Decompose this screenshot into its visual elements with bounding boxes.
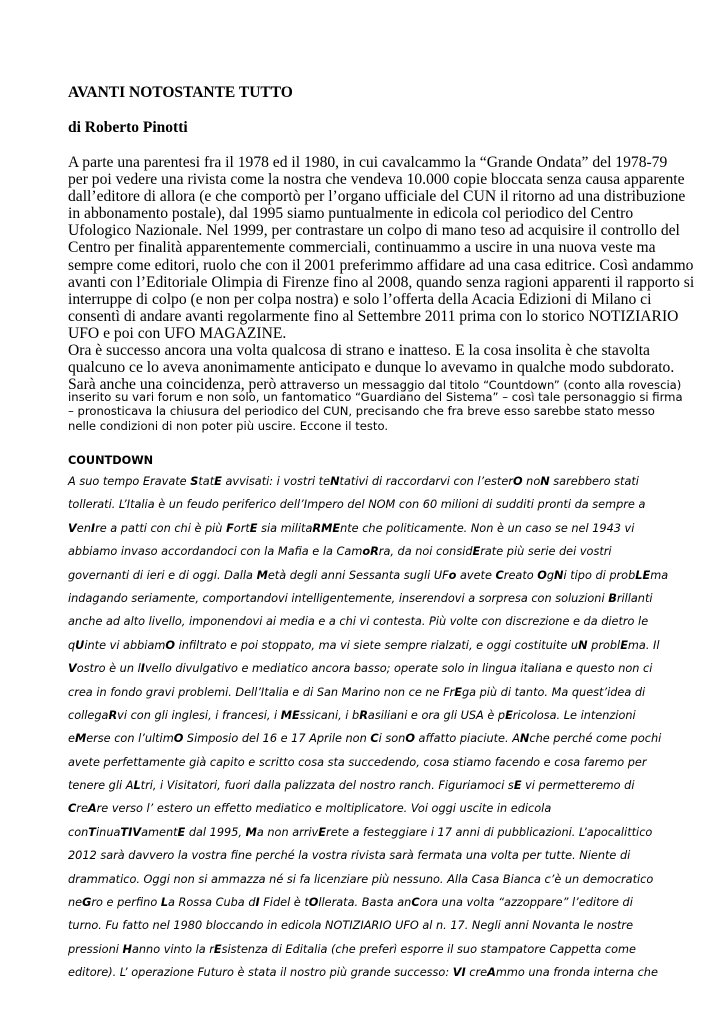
- highlighted-letters: R: [370, 545, 379, 559]
- countdown-line: [68, 942, 688, 965]
- highlighted-letters: G: [82, 896, 92, 910]
- countdown-text: avete: [456, 568, 496, 582]
- countdown-text: rillanti: [616, 591, 653, 605]
- countdown-text: affatto piaciute. A: [414, 732, 520, 746]
- countdown-text: probl: [587, 638, 621, 652]
- message-intro-paragraph: [68, 390, 688, 433]
- countdown-text: a non arriv: [256, 825, 319, 839]
- countdown-text: ma: [650, 568, 669, 582]
- highlighted-letters: O: [537, 568, 547, 582]
- countdown-line: [68, 965, 688, 988]
- countdown-text: Simposio del 16 e 17 Aprile non: [183, 732, 371, 746]
- countdown-text: ssicani, i b: [299, 708, 360, 722]
- text-line: A parte una parentesi fra il 1978 ed il 1980, in cui cavalcammo la “Grande Ondata” del 1978-79: [68, 154, 668, 171]
- countdown-message: [68, 474, 688, 989]
- countdown-heading: COUNTDOWN: [68, 454, 154, 467]
- highlighted-letters: E: [454, 685, 462, 699]
- countdown-text: ga più di tanto. Ma quest’idea di: [461, 685, 646, 699]
- countdown-line: [68, 661, 688, 684]
- countdown-text: 2012 sarà davvero la vostra fine perché la vostra rivista sarà fermata una volta per tutte. Niente di: [68, 849, 631, 863]
- highlighted-letters: O: [405, 732, 415, 746]
- highlighted-letters: A: [87, 802, 97, 816]
- text-line: in abbonamento postale), dal 1995 siamo puntualmente in edicola col periodico del Centro: [68, 205, 634, 223]
- countdown-text: indagando seriamente, comportandovi intelligentemente, inserendovi a sorpresa con soluzioni: [68, 591, 609, 605]
- countdown-text: avvisati: i vostri te: [221, 475, 331, 488]
- highlighted-letters: V: [68, 662, 77, 676]
- text-line: qualcuno ce lo aveva anonimamente anticipato e dunque lo avevamo in qualche modo subdorato.: [68, 359, 675, 377]
- intro-paragraph: [68, 154, 695, 394]
- text-line: interruppe di colpo (e non per colpa nostra) e solo l’offerta della Acacia Edizioni di Milano ci: [68, 290, 652, 308]
- countdown-text: vello divulgativo e mediatico ancora basso; operate solo in lingua italiana e questo non ci: [144, 662, 653, 676]
- highlighted-letters: N: [578, 638, 588, 652]
- highlighted-letters: RME: [312, 521, 341, 535]
- countdown-text: crea in fondo gravi problemi. Dell’Italia e di San Marino non ce ne Fr: [68, 685, 455, 699]
- countdown-text: con: [68, 825, 89, 839]
- countdown-line: [68, 708, 688, 731]
- countdown-line: [68, 614, 688, 637]
- text-line: Ufologico Nazionale. Nel 1999, per contrastare un colpo di mano teso ad acquisire il controllo del: [68, 222, 680, 240]
- highlighted-letters: I: [140, 662, 145, 676]
- highlighted-letters: M: [256, 568, 268, 582]
- countdown-text: llerata. Basta an: [318, 896, 412, 910]
- highlighted-letters: ME: [280, 708, 300, 722]
- countdown-text: governanti di ieri e di oggi. Dalla: [68, 568, 257, 582]
- countdown-text: tat: [198, 475, 215, 488]
- highlighted-letters: E: [213, 942, 222, 956]
- highlighted-letters: R: [359, 708, 368, 722]
- countdown-text: vi con gli inglesi, i francesi, i: [117, 708, 281, 722]
- countdown-line: [68, 521, 688, 544]
- countdown-text: asiliani e ora gli USA è p: [367, 708, 506, 722]
- countdown-text: en: [76, 521, 91, 535]
- highlighted-letters: C: [411, 896, 420, 910]
- countdown-text: ostro è un l: [76, 662, 141, 676]
- highlighted-letters: E: [249, 521, 258, 535]
- text-line: Centro per finalità apparentemente commerciali, continuammo a uscire in una nuova veste ma: [68, 239, 656, 257]
- countdown-text: anche ad alto livello, imponendovi ai media e a chi vi contesta. Più volte con discrezione e da dietro le: [68, 615, 649, 629]
- countdown-text: ort: [233, 521, 250, 535]
- text-line: Ora è successo ancora una volta qualcosa di strano e inatteso. E la cosa insolita è che stavolta: [68, 342, 650, 360]
- countdown-text: ro e perfino: [91, 896, 161, 910]
- countdown-text: inte vi abbiam: [84, 638, 166, 652]
- text-line: per poi vedere una rivista come la nostra che vendeva 10.000 copie bloccata senza causa apparente: [68, 171, 685, 189]
- countdown-text: erse con l’ultim: [86, 732, 174, 746]
- highlighted-letters: TIV: [120, 825, 142, 839]
- countdown-text: A suo tempo Eravate: [68, 475, 191, 488]
- countdown-text: reato: [503, 568, 538, 582]
- highlighted-letters: B: [608, 591, 617, 605]
- countdown-text: nte che politicamente. Non è un caso se nel 1943 vi: [340, 521, 635, 535]
- countdown-text: re a patti con chi è più: [95, 521, 227, 535]
- countdown-text: infiltrato e poi stoppato, ma vi siete sempre rialzati, e oggi costituite u: [174, 638, 579, 652]
- countdown-text: ora una volta “azzoppare” l’editore di: [419, 896, 633, 910]
- countdown-text: ra, da noi consid: [378, 545, 473, 559]
- countdown-text: ricolosa. Le intenzioni: [512, 708, 636, 722]
- highlighted-letters: E: [620, 638, 628, 652]
- mixed-line-serif: Sarà anche una coincidenza, però: [68, 376, 277, 394]
- countdown-text: sarebbero stati: [549, 475, 639, 488]
- countdown-text: q: [68, 638, 76, 652]
- article-author: di Roberto Pinotti: [68, 119, 188, 136]
- countdown-line: [68, 474, 688, 497]
- countdown-text: vi permetteremo di: [521, 779, 635, 793]
- countdown-line: [68, 544, 688, 567]
- highlighted-letters: E: [318, 825, 326, 839]
- countdown-text: tri, i Visitatori, fuori dalla palizzata del nostro ranch. Figuriamoci s: [140, 779, 514, 793]
- countdown-line: [68, 638, 688, 661]
- highlighted-letters: F: [226, 521, 234, 535]
- countdown-text: no: [522, 475, 541, 488]
- countdown-text: età degli anni Sessanta sugli UF: [267, 568, 449, 582]
- countdown-text: avete perfettamente già capito e scritto cosa sta succedendo, cosa stiamo facendo e cosa faremo per: [68, 755, 647, 769]
- highlighted-letters: O: [173, 732, 184, 746]
- highlighted-letters: S: [190, 475, 199, 488]
- countdown-line: [68, 685, 688, 708]
- countdown-line: [68, 801, 688, 824]
- highlighted-letters: L: [160, 896, 169, 910]
- highlighted-letters: R: [108, 708, 118, 722]
- highlighted-letters: O: [165, 638, 175, 652]
- highlighted-letters: o: [448, 568, 457, 582]
- highlighted-letters: I: [90, 521, 96, 535]
- highlighted-letters: O: [512, 475, 523, 488]
- countdown-text: re: [76, 802, 88, 816]
- highlighted-letters: T: [88, 825, 97, 839]
- countdown-text: abbiamo invaso accordandoci con la Mafia e la Cam: [68, 545, 363, 559]
- countdown-text: turno. Fu fatto nel 1980 bloccando in edicola NOTIZIARIO UFO al n. 17. Negli anni Novanta le nostre: [68, 919, 634, 933]
- countdown-text: rate più serie dei vostri: [480, 545, 612, 559]
- countdown-text: a Rossa Cuba d: [168, 896, 256, 910]
- countdown-text: ament: [141, 825, 178, 839]
- countdown-text: tativi di raccordarvi con l’ester: [339, 475, 513, 488]
- highlighted-letters: L: [133, 779, 141, 793]
- countdown-text: Fidel è t: [259, 896, 309, 910]
- text-line: inserito su vari forum e non solo, un fantomatico “Guardiano del Sistema” – così tale personaggio si firma: [68, 390, 683, 404]
- highlighted-letters: N: [330, 475, 340, 488]
- highlighted-letters: H: [122, 942, 132, 956]
- highlighted-letters: N: [554, 568, 564, 582]
- highlighted-letters: E: [472, 545, 481, 559]
- countdown-text: drammatico. Oggi non si ammazza né si fa licenziare più nessuno. Alla Casa Bianca c’è un democratico: [68, 872, 654, 886]
- countdown-line: [68, 731, 688, 754]
- countdown-line: [68, 918, 688, 941]
- highlighted-letters: N: [540, 475, 550, 488]
- countdown-text: sia milita: [257, 521, 313, 535]
- countdown-text: ma. Il: [627, 638, 660, 652]
- countdown-text: rete a festeggiare i 17 anni di pubblicazioni. L’apocalittico: [325, 825, 653, 839]
- highlighted-letters: C: [68, 802, 77, 816]
- highlighted-letters: C: [495, 568, 504, 582]
- countdown-text: mmo una fronda interna che: [495, 966, 658, 980]
- highlighted-letters: E: [513, 779, 522, 793]
- countdown-text: inua: [96, 825, 121, 839]
- highlighted-letters: I: [255, 896, 260, 910]
- countdown-text: che perché come pochi: [529, 732, 662, 746]
- countdown-text: anno vinto la r: [131, 942, 214, 956]
- countdown-line: [68, 848, 688, 871]
- countdown-line: [68, 497, 688, 520]
- countdown-text: i tipo di prob: [563, 568, 636, 582]
- countdown-text: re verso l’ estero un effetto mediatico e moltiplicatore. Voi oggi uscite in edicola: [96, 802, 552, 816]
- text-line: sempre come editori, ruolo che con il 2001 preferimmo affidare ad una casa editrice. Così andammo: [68, 256, 694, 274]
- highlighted-letters: V: [68, 521, 77, 535]
- highlighted-letters: o: [362, 545, 371, 559]
- countdown-text: editore). L’ operazione Futuro è stata il nostro più grande successo:: [68, 966, 453, 980]
- countdown-text: tollerati. L’Italia è un feudo periferico dell’Impero del NOM con 60 milioni di sudditi pronti da sempre a: [68, 498, 646, 512]
- highlighted-letters: E: [177, 825, 186, 839]
- countdown-line: [68, 591, 688, 614]
- highlighted-letters: M: [74, 732, 87, 746]
- countdown-line: [68, 895, 688, 918]
- article-title: AVANTI NOTOSTANTE TUTTO: [68, 84, 293, 101]
- highlighted-letters: E: [214, 475, 222, 488]
- countdown-text: g: [546, 568, 555, 582]
- countdown-text: tenere gli A: [68, 779, 134, 793]
- mixed-line-sans: attraverso un messaggio dal titolo “Countdown” (conto alla rovescia): [276, 378, 682, 393]
- highlighted-letters: N: [519, 732, 530, 746]
- countdown-text: collega: [68, 708, 109, 722]
- highlighted-letters: C: [370, 732, 379, 746]
- countdown-text: pressioni: [68, 942, 123, 956]
- countdown-line: [68, 872, 688, 895]
- countdown-text: e: [68, 732, 75, 746]
- highlighted-letters: U: [75, 638, 85, 652]
- highlighted-letters: M: [245, 825, 257, 839]
- text-line: – pronosticava la chiusura del periodico del CUN, precisando che fra breve esso sarebbe stato messo: [68, 404, 655, 419]
- countdown-text: i son: [378, 732, 406, 746]
- countdown-line: [68, 568, 688, 591]
- countdown-line: [68, 778, 688, 801]
- text-line: consentì di andare avanti regolarmente fino al Settembre 2011 prima con lo storico NOTIZIARIO: [68, 307, 679, 325]
- countdown-text: ne: [68, 896, 83, 910]
- highlighted-letters: VI: [452, 966, 466, 980]
- highlighted-letters: O: [308, 896, 319, 910]
- text-line: UFO e poi con UFO MAGAZINE.: [68, 324, 287, 342]
- countdown-text: dal 1995,: [185, 825, 246, 839]
- text-line: nelle condizioni di non poter più uscire. Eccone il testo.: [68, 418, 389, 433]
- countdown-text: sistenza di Editalia (che preferì esporre il suo stampatore Cappetta come: [221, 942, 636, 956]
- text-line: dall’editore di allora (e che comportò per l’organo ufficiale del CUN il ritorno ad una distribuzione: [68, 188, 686, 206]
- highlighted-letters: LE: [635, 568, 651, 582]
- text-line: avanti con l’Editoriale Olimpia di Firenze fino al 2008, quando senza ragioni apparenti il rapporto si: [68, 273, 695, 291]
- highlighted-letters: E: [505, 708, 513, 722]
- countdown-line: [68, 825, 688, 848]
- countdown-line: [68, 755, 688, 778]
- highlighted-letters: A: [487, 966, 496, 980]
- countdown-text: cre: [465, 966, 488, 980]
